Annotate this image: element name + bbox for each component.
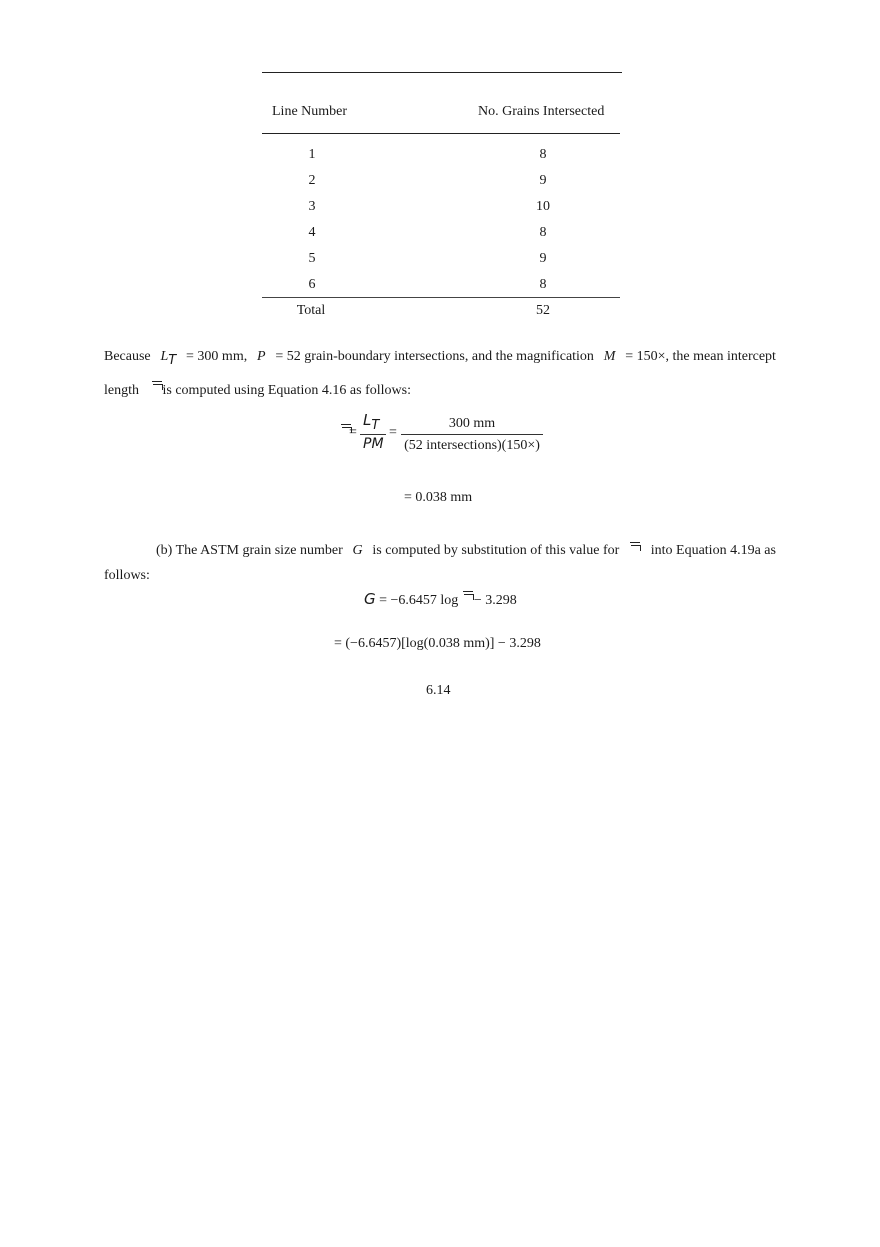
fraction-denominator: PM [363, 436, 384, 452]
table-top-rule [262, 72, 622, 73]
table-cell-line: 1 [308, 147, 316, 162]
fraction-denominator: (52 intersections)(150×) [404, 438, 540, 453]
paragraph-line [104, 381, 776, 399]
table-cell-grains: 10 [536, 199, 550, 214]
page-number: 6.14 [426, 683, 451, 698]
math-M: M [603, 349, 616, 364]
table-header-grains: No. Grains Intersected [478, 104, 605, 119]
math-T: T [168, 353, 177, 368]
table-cell-grains: 9 [539, 251, 547, 266]
table-cell-grains: 9 [539, 173, 547, 188]
table-cell-grains: 8 [539, 147, 547, 162]
paragraph-line: follows: [104, 568, 150, 583]
fraction-numerator: 300 mm [448, 416, 496, 431]
equation-line [364, 590, 517, 610]
mean-intercept-symbol [151, 381, 163, 393]
math-G: G [352, 543, 363, 558]
mean-intercept-symbol [462, 591, 474, 603]
table-header-line-number: Line Number [272, 104, 348, 119]
table-cell-line: 3 [308, 199, 316, 214]
math-P: P [257, 349, 266, 364]
eq-sign: = [349, 425, 357, 440]
table-cell-grains: 8 [539, 277, 547, 292]
table-total-value: 52 [536, 303, 550, 318]
eq-sign: = [389, 425, 397, 440]
mean-intercept-symbol [629, 542, 641, 554]
table-cell-line: 4 [308, 225, 316, 240]
table-cell-line: 6 [308, 277, 316, 292]
table-total-label: Total [296, 303, 326, 318]
text: = −6.6457 log [379, 593, 459, 608]
math-T: T [371, 418, 380, 433]
table-header-rule [262, 133, 620, 134]
equation-result: = 0.038 mm [404, 490, 473, 505]
math-LT [160, 349, 177, 368]
table-cell-line: 2 [308, 173, 316, 188]
paragraph-line [104, 349, 776, 368]
fraction-bar [401, 434, 543, 435]
fraction-numerator [363, 411, 380, 433]
table-cell-grains: 8 [539, 225, 547, 240]
word: Because [104, 349, 151, 364]
paragraph-line [104, 542, 776, 559]
math-L: L [363, 411, 372, 429]
text: = 52 grain-boundary intersections, and the magnification [275, 349, 594, 364]
text: into Equation 4.19a as [650, 543, 776, 558]
text: is computed using Equation 4.16 as follows: [162, 383, 411, 398]
math-L: L [160, 349, 169, 364]
math-G: G [364, 590, 376, 608]
word: length [104, 383, 139, 398]
equation-line: = (−6.6457)[log(0.038 mm)] − 3.298 [334, 636, 541, 651]
text: is computed by substitution of this value for [372, 543, 620, 558]
table-cell-line: 5 [308, 251, 316, 266]
table-total-rule [262, 297, 620, 298]
fraction-bar [360, 434, 386, 435]
text: = 300 mm, [186, 349, 248, 364]
text: (b) The ASTM grain size number [156, 543, 343, 558]
text: = 150×, the mean intercept [625, 349, 776, 364]
text: − 3.298 [473, 593, 517, 608]
